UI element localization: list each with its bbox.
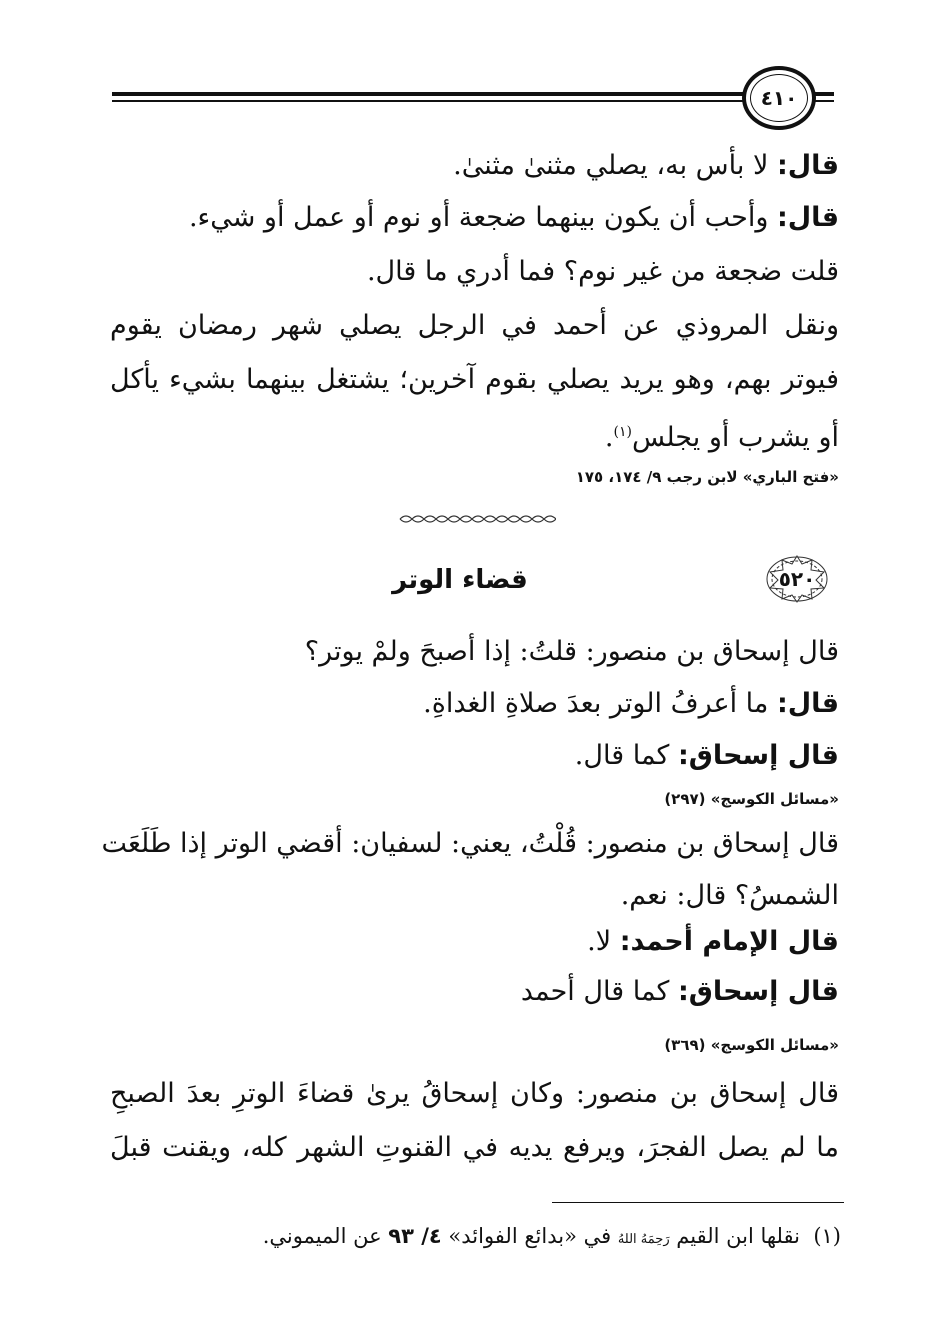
text-line: قلت ضجعة من غير نوم؟ فما أدري ما قال.	[366, 256, 839, 287]
text-line: قال: لا بأس به، يصلي مثنىٰ مثنىٰ.	[453, 150, 839, 181]
footnote-rule	[552, 1202, 844, 1203]
section-title: قضاء الوتر	[392, 565, 528, 595]
text-line: ونقل المروذي عن أحمد في الرجل يصلي شهر رمضان يقوم	[110, 310, 839, 341]
text-line: قال الإمام أحمد: لا.	[587, 926, 839, 957]
text-line: أو يشرب أو يجلس$^{(١)}$.	[604, 422, 839, 453]
ornament-divider	[398, 512, 556, 526]
text-line: قال: ما أعرفُ الوتر بعدَ صلاةِ الغداةِ.	[423, 688, 839, 719]
text-line: ما لم يصل الفجرَ، ويرفع يديه في القنوتِ الشهر كله، ويقنت قبلَ	[110, 1132, 839, 1163]
text-line: قال إسحاق بن منصور: وكان إسحاقُ يرىٰ قضاءَ الوترِ بعدَ الصبحِ	[110, 1078, 839, 1109]
text-line: قال إسحاق: كما قال.	[574, 740, 839, 771]
page-number: ٤١٠	[742, 66, 816, 130]
footnote-marker: (١)	[613, 424, 632, 440]
honorific-glyph: رَحِمَهُ اللهُ	[617, 1232, 670, 1247]
footnote: (١) نقلها ابن القيم رَحِمَهُ اللهُ في «بدائع الفوائد» ٤/ ٩٣ عن الميموني.	[262, 1224, 841, 1248]
text-line: قال إسحاق بن منصور: قُلْتُ، يعني: لسفيان: أقضي الوتر إذا طَلَعَت	[101, 828, 839, 859]
source-citation: «مسائل الكوسج» (٣٦٩)	[664, 1036, 839, 1054]
text-line: قال إسحاق بن منصور: قلتُ: إذا أصبحَ ولمْ يوتر؟	[304, 636, 839, 667]
source-citation: «مسائل الكوسج» (٢٩٧)	[664, 790, 839, 808]
text-line: قال: وأحب أن يكون بينهما ضجعة أو نوم أو عمل أو شيء.	[188, 202, 839, 233]
header-rule	[112, 92, 752, 106]
section-number: ٥٢٠	[778, 567, 816, 591]
text-line: الشمسُ؟ قال: نعم.	[620, 880, 839, 911]
text-line: قال إسحاق: كما قال أحمد	[520, 976, 839, 1007]
text-line: فيوتر بهم، وهو يريد يصلي بقوم آخرين؛ يشتغل بينهما بشيء يأكل	[110, 364, 839, 395]
source-citation: «فتح الباري» لابن رجب ٩/ ١٧٤، ١٧٥	[575, 468, 839, 486]
